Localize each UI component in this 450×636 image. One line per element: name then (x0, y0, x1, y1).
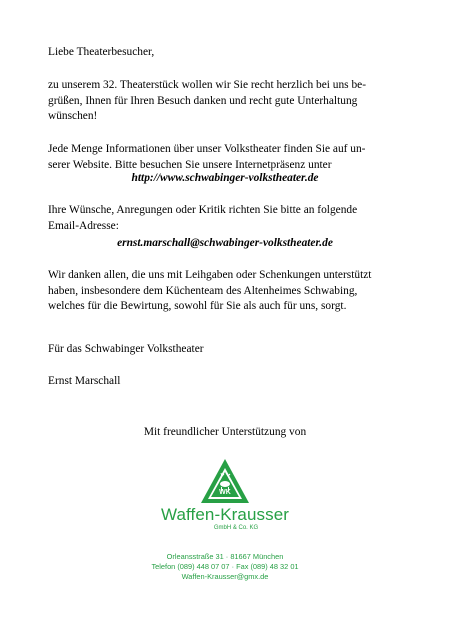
thanks-line: haben, insbesondere dem Küchenteam des Altenheimes Schwabing, (48, 284, 358, 297)
feedback-line: Ihre Wünsche, Anregungen oder Kritik richten Sie bitte an folgende (48, 204, 358, 216)
intro-line: wünschen! (48, 110, 98, 123)
sponsor-email[interactable]: Waffen-Krausser@gmx.de (181, 572, 269, 581)
sponsor-name: Waffen-Krausser (160, 505, 290, 524)
feedback-paragraph (48, 203, 402, 234)
sponsor-address: Orleansstraße 31 · 81667 München (166, 552, 284, 561)
intro-line: zu unserem 32. Theaterstück wollen wir Sie recht herzlich bei uns be- (48, 79, 366, 91)
intro-paragraph (48, 78, 402, 125)
feedback-line: Email-Adresse: (48, 219, 119, 232)
sponsor-contact (0, 552, 450, 582)
logo-mark-text: WK (219, 489, 231, 496)
closing: Für das Schwabinger Volkstheater (48, 343, 204, 355)
sponsor-phone: Telefon (089) 448 07 07 · Fax (089) 48 32 01 (151, 562, 299, 571)
sponsor-logo (200, 458, 250, 506)
thanks-paragraph (48, 268, 402, 315)
sponsor-name-block (0, 505, 450, 531)
website-link[interactable]: http://www.schwabinger-volkstheater.de (131, 172, 319, 184)
greeting: Liebe Theaterbesucher, (48, 46, 155, 58)
intro-line: grüßen, Ihnen für Ihren Besuch danken und recht gute Unterhaltung (48, 94, 358, 107)
info-paragraph (48, 142, 402, 173)
info-line: serer Website. Bitte besuchen Sie unsere Internetpräsenz unter (48, 158, 332, 171)
email-link[interactable]: ernst.marschall@schwabinger-volkstheater.de (117, 237, 333, 249)
support-note: Mit freundlicher Unterstützung von (143, 426, 307, 438)
thanks-line: welches für die Bewirtung, sowohl für Sie als auch für uns, sorgt. (48, 300, 347, 313)
info-line: Jede Menge Informationen über unser Volkstheater finden Sie auf un- (48, 143, 366, 155)
deer-triangle-logo-icon (200, 458, 250, 506)
thanks-line: Wir danken allen, die uns mit Leihgaben oder Schenkungen unterstützt (48, 269, 372, 281)
signature: Ernst Marschall (48, 375, 121, 387)
sponsor-legal: GmbH & Co. KG (213, 525, 259, 531)
